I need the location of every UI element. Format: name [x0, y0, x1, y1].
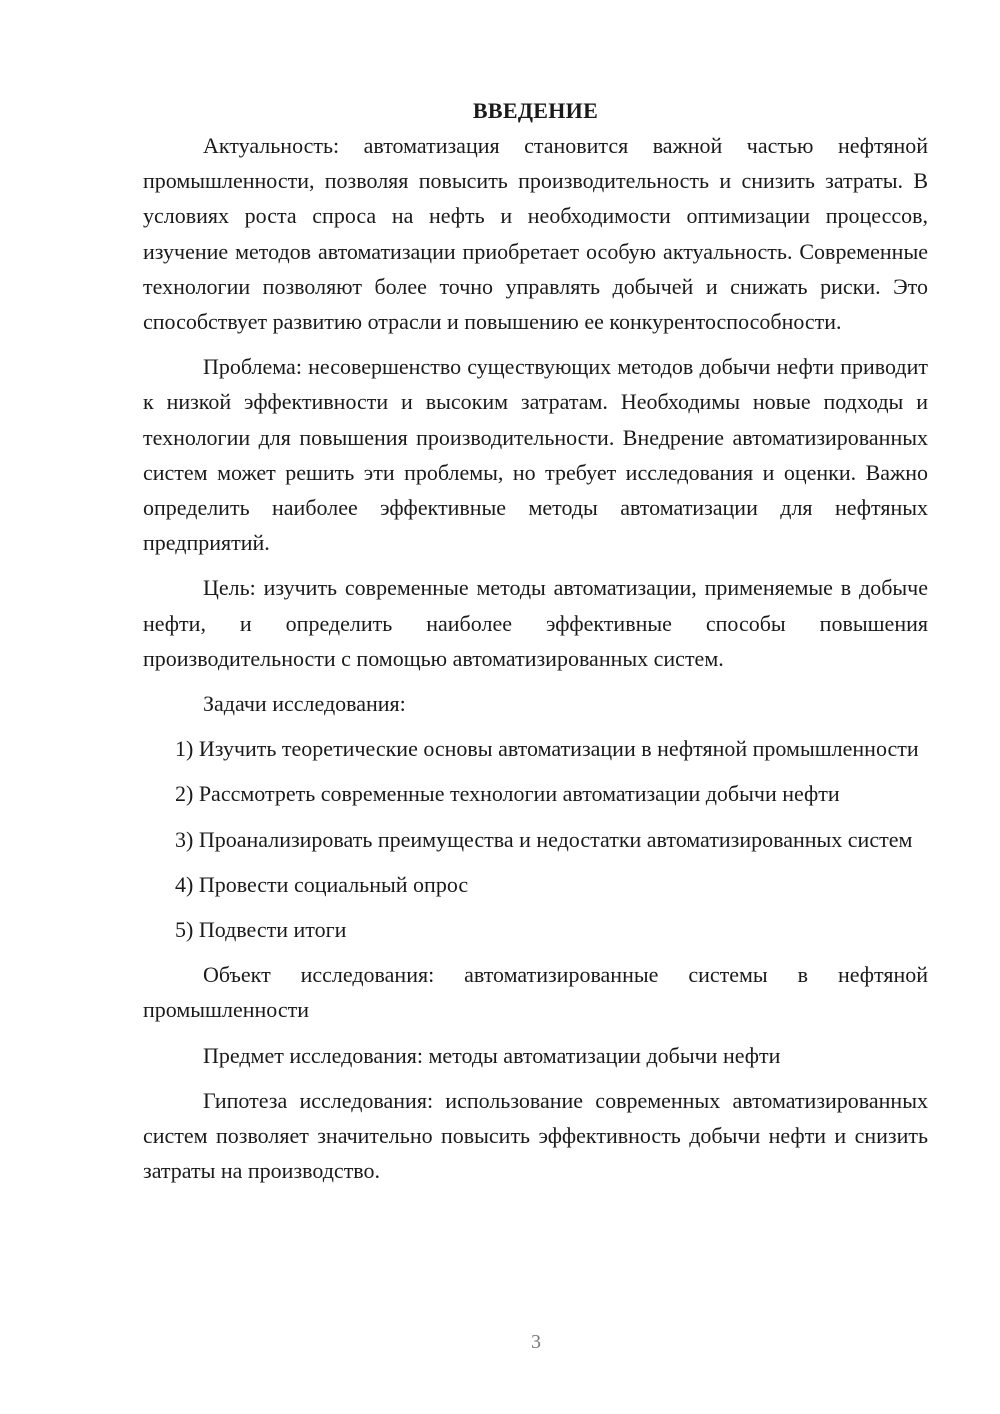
page-number: 3 — [531, 1331, 541, 1353]
list-item: 4) Провести социальный опрос — [175, 871, 469, 897]
paragraph-goal: Цель: изучить современные методы автоматизации, применяемые в добыче нефти, и определить наиболее эффективные способы повышения производительности с помощью автоматизированных систем. — [143, 575, 928, 671]
list-item: 3) Проанализировать преимущества и недостатки автоматизированных систем — [175, 826, 913, 852]
list-item: 2) Рассмотреть современные технологии автоматизации добычи нефти — [175, 781, 840, 807]
paragraph-subject: Предмет исследования: методы автоматизации добычи нефти — [203, 1042, 781, 1068]
tasks-list — [143, 731, 928, 947]
page-title: ВВЕДЕНИЕ — [472, 98, 599, 123]
tasks-heading: Задачи исследования: — [203, 691, 406, 717]
paragraph-object: Объект исследования: автоматизированные системы в нефтяной промышленности — [143, 962, 928, 1023]
paragraph-relevance: Актуальность: автоматизация становится важной частью нефтяной промышленности, позволяя повысить производительность и снизить затраты. В условиях роста спроса на нефть и необходимости оптимизации процессов, изучение методов автоматизации приобретает особую актуальность. Современные технологии позволяют более точно управлять добычей и снижать риски. Это способствует развитию отрасли и повышению ее конкурентоспособности. — [143, 133, 928, 335]
list-item: 1) Изучить теоретические основы автоматизации в нефтяной промышленности — [175, 736, 919, 762]
paragraph-problem: Проблема: несовершенство существующих методов добычи нефти приводит к низкой эффективности и высоким затратам. Необходимы новые подходы и технологии для повышения производительности. Внедрение автоматизированных систем может решить эти проблемы, но требует исследования и оценки. Важно определить наиболее эффективные методы автоматизации для нефтяных предприятий. — [143, 354, 928, 556]
paragraph-hypothesis: Гипотеза исследования: использование современных автоматизированных систем позволяет значительно повысить эффективность добычи нефти и снизить затраты на производство. — [143, 1087, 928, 1184]
list-item: 5) Подвести итоги — [175, 917, 347, 943]
document-page — [143, 94, 928, 1188]
